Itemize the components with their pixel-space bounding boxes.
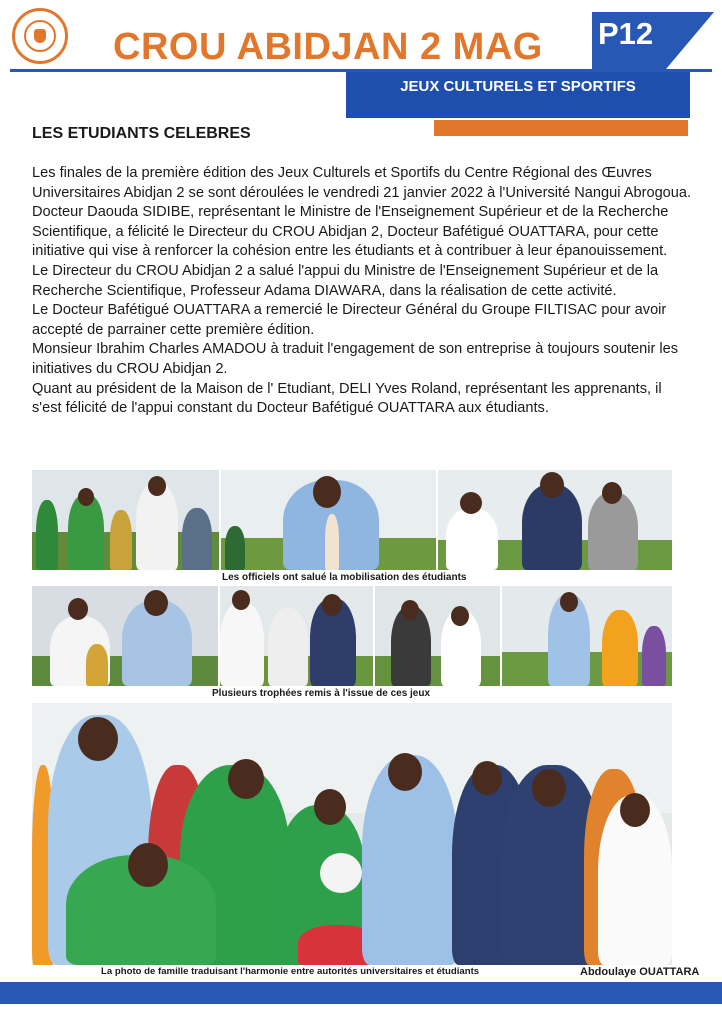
photo-trophy-1: [32, 586, 218, 686]
orange-accent-bar: [434, 120, 688, 136]
paragraph: Monsieur Ibrahim Charles AMADOU à traduit l'engagement de son entreprise à toujours soutenir les initiatives du CROU Abidjan 2.: [32, 341, 679, 377]
photo-officials-1: [32, 470, 219, 570]
paragraph: Docteur Daouda SIDIBE, représentant le Ministre de l'Enseignement Supérieur et de la Recherche Scientifique, a félicité le Directeur du CROU Abidjan 2, Docteur Bafétigué OUATTARA, pour cette initiative qui vise à renforcer la cohésion entre les étudiants et à contribuer à leur épanouissement.: [32, 204, 669, 260]
photo-trophy-3: [375, 586, 500, 686]
photo-officials-3: [438, 470, 672, 570]
article-body: [32, 164, 692, 419]
paragraph: Les finales de la première édition des Jeux Culturels et Sportifs du Centre Régional des Œuvres Universitaires Abidjan 2 se sont déroulées le vendredi 21 janvier 2022 à l'Université Nangui Abrogoua.: [32, 165, 692, 201]
photo-trophy-4: [502, 586, 672, 686]
section-banner: JEUX CULTURELS ET SPORTIFS: [346, 72, 690, 118]
photo-officials-2: [221, 470, 436, 570]
paragraph: Quant au président de la Maison de l' Etudiant, DELI Yves Roland, représentant les apprenants, il s'est félicité de l'appui constant du Docteur Bafétigué OUATTARA aux étudiants.: [32, 380, 662, 417]
caption-officials: Les officiels ont salué la mobilisation des étudiants: [222, 572, 467, 583]
page-number: P12: [598, 16, 654, 51]
paragraph: Le Docteur Bafétigué OUATTARA a remercié le Directeur Général du Groupe FILTISAC pour avoir accepté de parrainer cette première édition.: [32, 302, 667, 338]
caption-trophies: Plusieurs trophées remis à l'issue de ces jeux: [212, 688, 431, 699]
caption-family: La photo de famille traduisant l'harmonie entre autorités universitaires et étudiants: [101, 966, 480, 977]
author-credit: Abdoulaye OUATTARA: [580, 966, 700, 978]
photo-trophy-2: [220, 586, 373, 686]
crou-logo-icon: [12, 8, 68, 64]
photo-family: [32, 703, 672, 965]
footer-strip: [0, 982, 722, 1004]
magazine-title: CROU ABIDJAN 2 MAG: [113, 26, 543, 68]
paragraph: Le Directeur du CROU Abidjan 2 a salué l'appui du Ministre de l'Enseignement Supérieur et de la Recherche Scientifique, Professeur Adama DIAWARA, dans la réalisation de cette activité.: [32, 262, 659, 299]
article-heading: LES ETUDIANTS CELEBRES: [32, 125, 251, 142]
